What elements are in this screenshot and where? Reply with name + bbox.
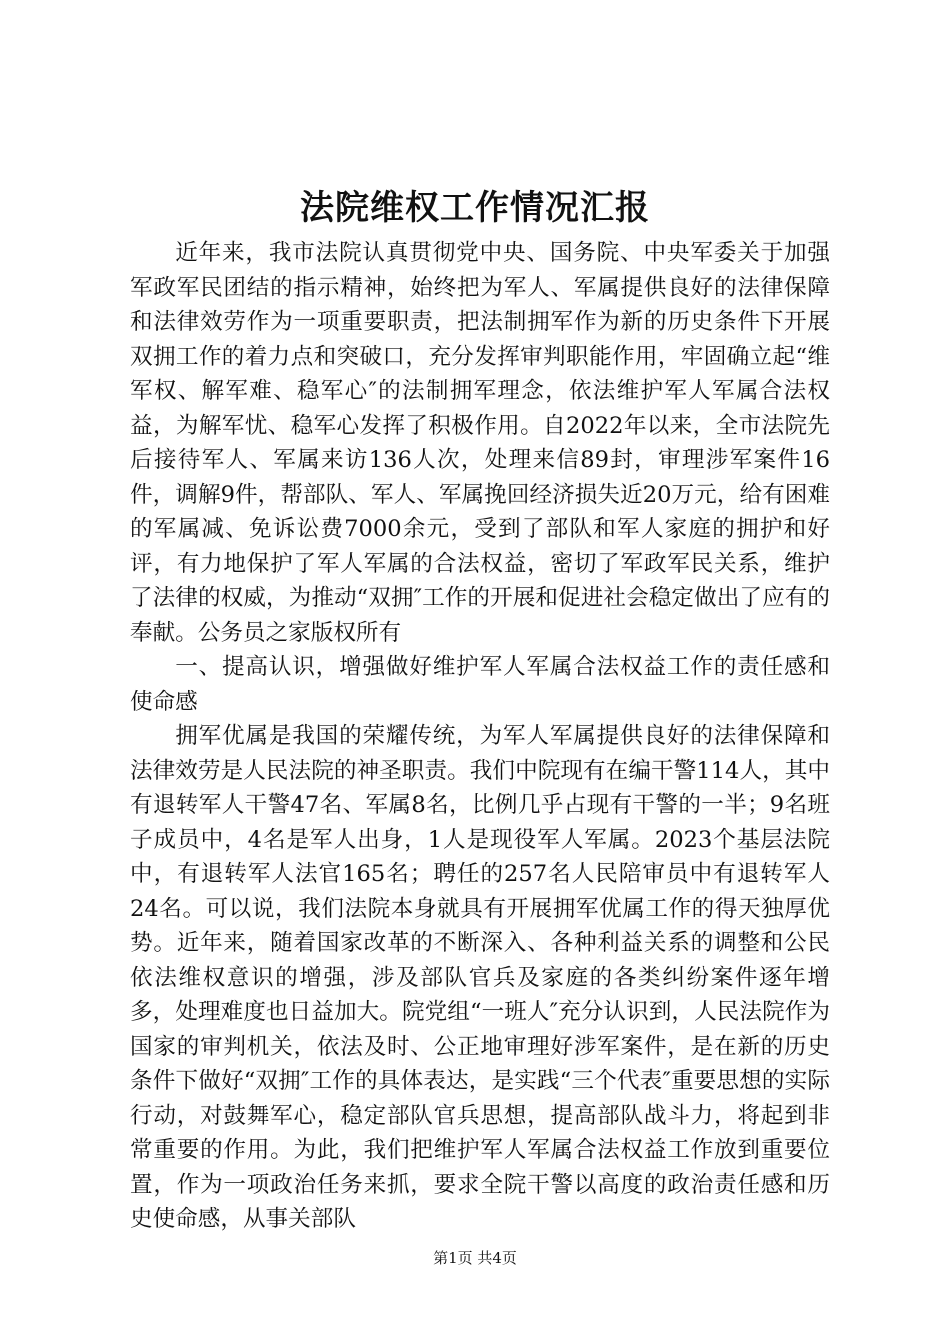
document-body — [130, 236, 830, 1237]
section-heading-1: 一、提高认识，增强做好维护军人军属合法权益工作的责任感和使命感 — [130, 654, 830, 715]
paragraph-intro: 近年来，我市法院认真贯彻党中央、国务院、中央军委关于加强军政军民团结的指示精神，始终把为军人、军属提供良好的法律保障和法律效劳作为一项重要职责，把法制拥军作为新的历史条件下开展双拥工作的着力点和突破口，充分发挥审判职能作用，牢固确立起“维军权、解军难、稳军心″的法制拥军理念，依法维护军人军属合法权益，为解军忧、稳军心发挥了积极作用。自2022年以来，全市法院先后接待军人、军属来访136人次，处理来信89封，审理涉军案件16件，调解9件，帮部队、军人、军属挽回经济损失近20万元，给有困难的军属减、免诉讼费7000余元，受到了部队和军人家庭的拥护和好评，有力地保护了军人军属的合法权益，密切了军政军民关系，维护了法律的权威，为推动“双拥″工作的开展和促进社会稳定做出了应有的奉献。公务员之家版权所有 — [130, 240, 830, 646]
document-title: 法院维权工作情况汇报 — [300, 188, 650, 228]
paragraph-section-1: 拥军优属是我国的荣耀传统，为军人军属提供良好的法律保障和法律效劳是人民法院的神圣职责。我们中院现有在编干警114人，其中有退转军人干警47名、军属8名，比例几乎占现有干警的一半；9名班子成员中，4名是军人出身，1人是现役军人军属。2023个基层法院中，有退转军人法官165名；聘任的257名人民陪审员中有退转军人24名。可以说，我们法院本身就具有开展拥军优属工作的得天独厚优势。近年来，随着国家改革的不断深入、各种利益关系的调整和公民依法维权意识的增强，涉及部队官兵及家庭的各类纠纷案件逐年增多，处理难度也日益加大。院党组“一班人″充分认识到，人民法院作为国家的审判机关，依法及时、公正地审理好涉军案件，是在新的历史条件下做好“双拥″工作的具体表达，是实践“三个代表″重要思想的实际行动，对鼓舞军心，稳定部队官兵思想，提高部队战斗力，将起到非常重要的作用。为此，我们把维护军人军属合法权益工作放到重要位置，作为一项政治任务来抓，要求全院干警以高度的政治责任感和历史使命感，从事关部队 — [130, 723, 830, 1232]
page-number-footer: 第1页 共4页 — [433, 1249, 517, 1267]
